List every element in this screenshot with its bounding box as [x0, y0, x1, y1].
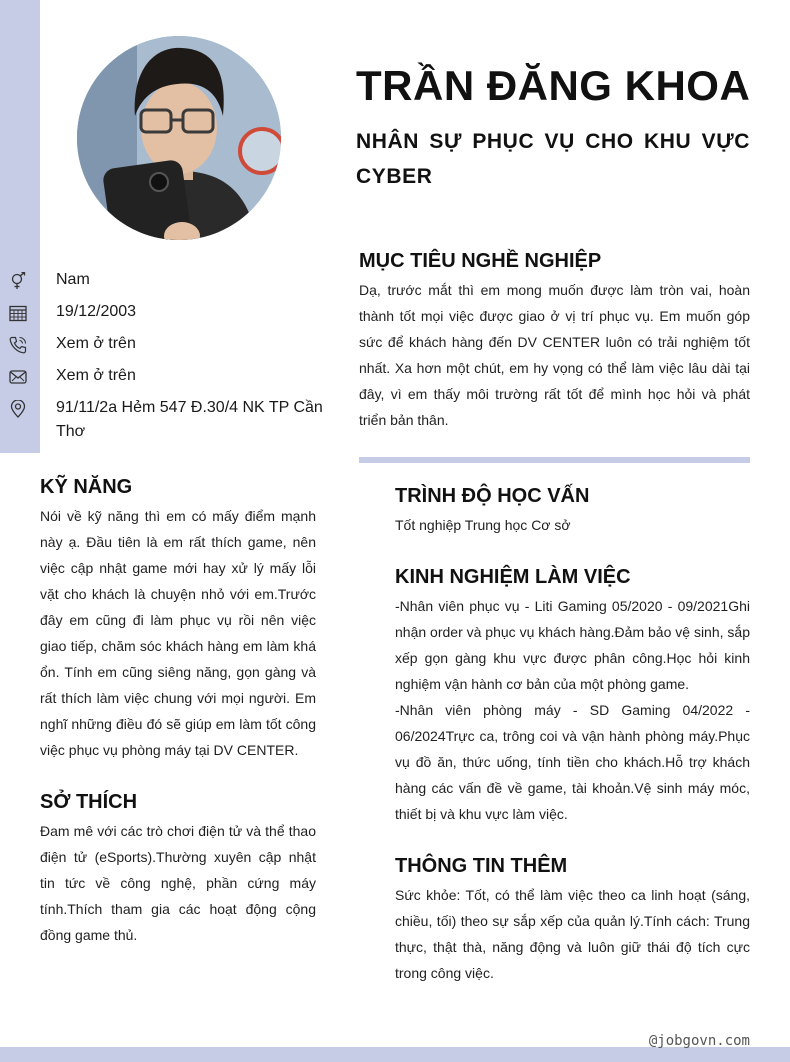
- contact-address: [0, 396, 330, 444]
- hobbies-section: [40, 791, 316, 948]
- experience-item: -Nhân viên phục vụ - Liti Gaming 05/2020 - 09/2021Ghi nhận order và phục vụ khách hàng.Đảm bảo vệ sinh, sắp xếp gọn gàng khu vực được phân công.Học hỏi kinh nghiệm vận hành cơ bản của một phòng game.: [395, 598, 750, 692]
- objective-text: Dạ, trước mắt thì em mong muốn được làm tròn vai, hoàn thành tốt mọi việc được giao ở vị trí phục vụ. Em muốn góp sức để khách hàng đến DV CENTER luôn có trải nghiệm tốt nhất. Xa hơn một chút, em hy vọng có thể làm việc lâu dài tại đây, vì em thấy môi trường rất tốt để mình học hỏi và phát triển bản thân.: [359, 282, 750, 428]
- skills-section: [40, 476, 316, 763]
- education-heading: TRÌNH ĐỘ HỌC VẤN: [395, 485, 590, 507]
- education-section: [395, 485, 750, 538]
- profile-photo-illustration: [77, 36, 281, 240]
- watermark: @jobgovn.com: [648, 1033, 750, 1049]
- profile-photo: [77, 36, 281, 240]
- location-icon: [9, 400, 27, 418]
- skills-heading: KỸ NĂNG: [40, 476, 133, 498]
- career-objective-section: [359, 250, 750, 433]
- contact-gender: [0, 268, 330, 292]
- additional-info-section: [395, 855, 750, 986]
- email-icon: [9, 368, 27, 386]
- phone-icon: [9, 336, 27, 354]
- candidate-name: TRẦN ĐĂNG KHOA: [356, 62, 751, 109]
- skills-text: Nói về kỹ năng thì em có mấy điểm mạnh này ạ. Đầu tiên là em rất thích game, nên việc cập nhật game mới hay xử lý mấy lỗi vặt cho khách là chuyện nhỏ với em.Trước đây em cũng đi làm phục vụ rồi nên việc giao tiếp, chăm sóc khách hàng em làm khá ổn. Tính em cũng siêng năng, gọn gàng và rất thích làm việc chung với mọi người. Em nghĩ những điều đó sẽ giúp em làm tốt công việc phục vụ phòng máy tại DV CENTER.: [40, 508, 316, 758]
- gender-value: Nam: [56, 271, 90, 288]
- hobbies-heading: SỞ THÍCH: [40, 791, 138, 813]
- extra-heading: THÔNG TIN THÊM: [395, 855, 568, 877]
- calendar-icon: [9, 304, 27, 322]
- section-divider: [359, 457, 750, 463]
- objective-heading: MỤC TIÊU NGHỀ NGHIỆP: [359, 250, 602, 272]
- address-value: 91/11/2a Hẻm 547 Đ.30/4 NK TP Cần Thơ: [56, 399, 323, 440]
- experience-item: -Nhân viên phòng máy - SD Gaming 04/2022 - 06/2024Trực ca, trông coi và vận hành phòng máy.Phục vụ đồ ăn, thức uống, tính tiền cho khách.Hỗ trợ khách hàng các vấn đề về game, tài khoản.Vệ sinh máy móc, thiết bị và khu vực làm việc.: [395, 702, 750, 822]
- bottom-accent-bar: [0, 1047, 790, 1062]
- hobbies-text: Đam mê với các trò chơi điện tử và thể thao điện tử (eSports).Thường xuyên cập nhật tin tức về công nghệ, phần cứng máy tính.Thích tham gia các hoạt động cộng đồng game thủ.: [40, 823, 316, 943]
- job-title: NHÂN SỰ PHỤC VỤ CHO KHU VỰC CYBER: [356, 130, 750, 188]
- contact-list: [0, 268, 330, 452]
- experience-heading: KINH NGHIỆM LÀM VIỆC: [395, 566, 631, 588]
- phone-value: Xem ở trên: [56, 335, 136, 352]
- contact-email: [0, 364, 330, 388]
- gender-icon: [9, 272, 27, 290]
- education-text: Tốt nghiệp Trung học Cơ sở: [395, 517, 571, 533]
- contact-phone: [0, 332, 330, 356]
- email-value: Xem ở trên: [56, 367, 136, 384]
- extra-text: Sức khỏe: Tốt, có thể làm việc theo ca linh hoạt (sáng, chiều, tối) theo sự sắp xếp của quản lý.Tính cách: Trung thực, thật thà, năng động và luôn giữ thái độ tích cực trong công việc.: [395, 887, 750, 981]
- experience-section: [395, 566, 750, 827]
- contact-birthday: [0, 300, 330, 324]
- birthday-value: 19/12/2003: [56, 303, 137, 320]
